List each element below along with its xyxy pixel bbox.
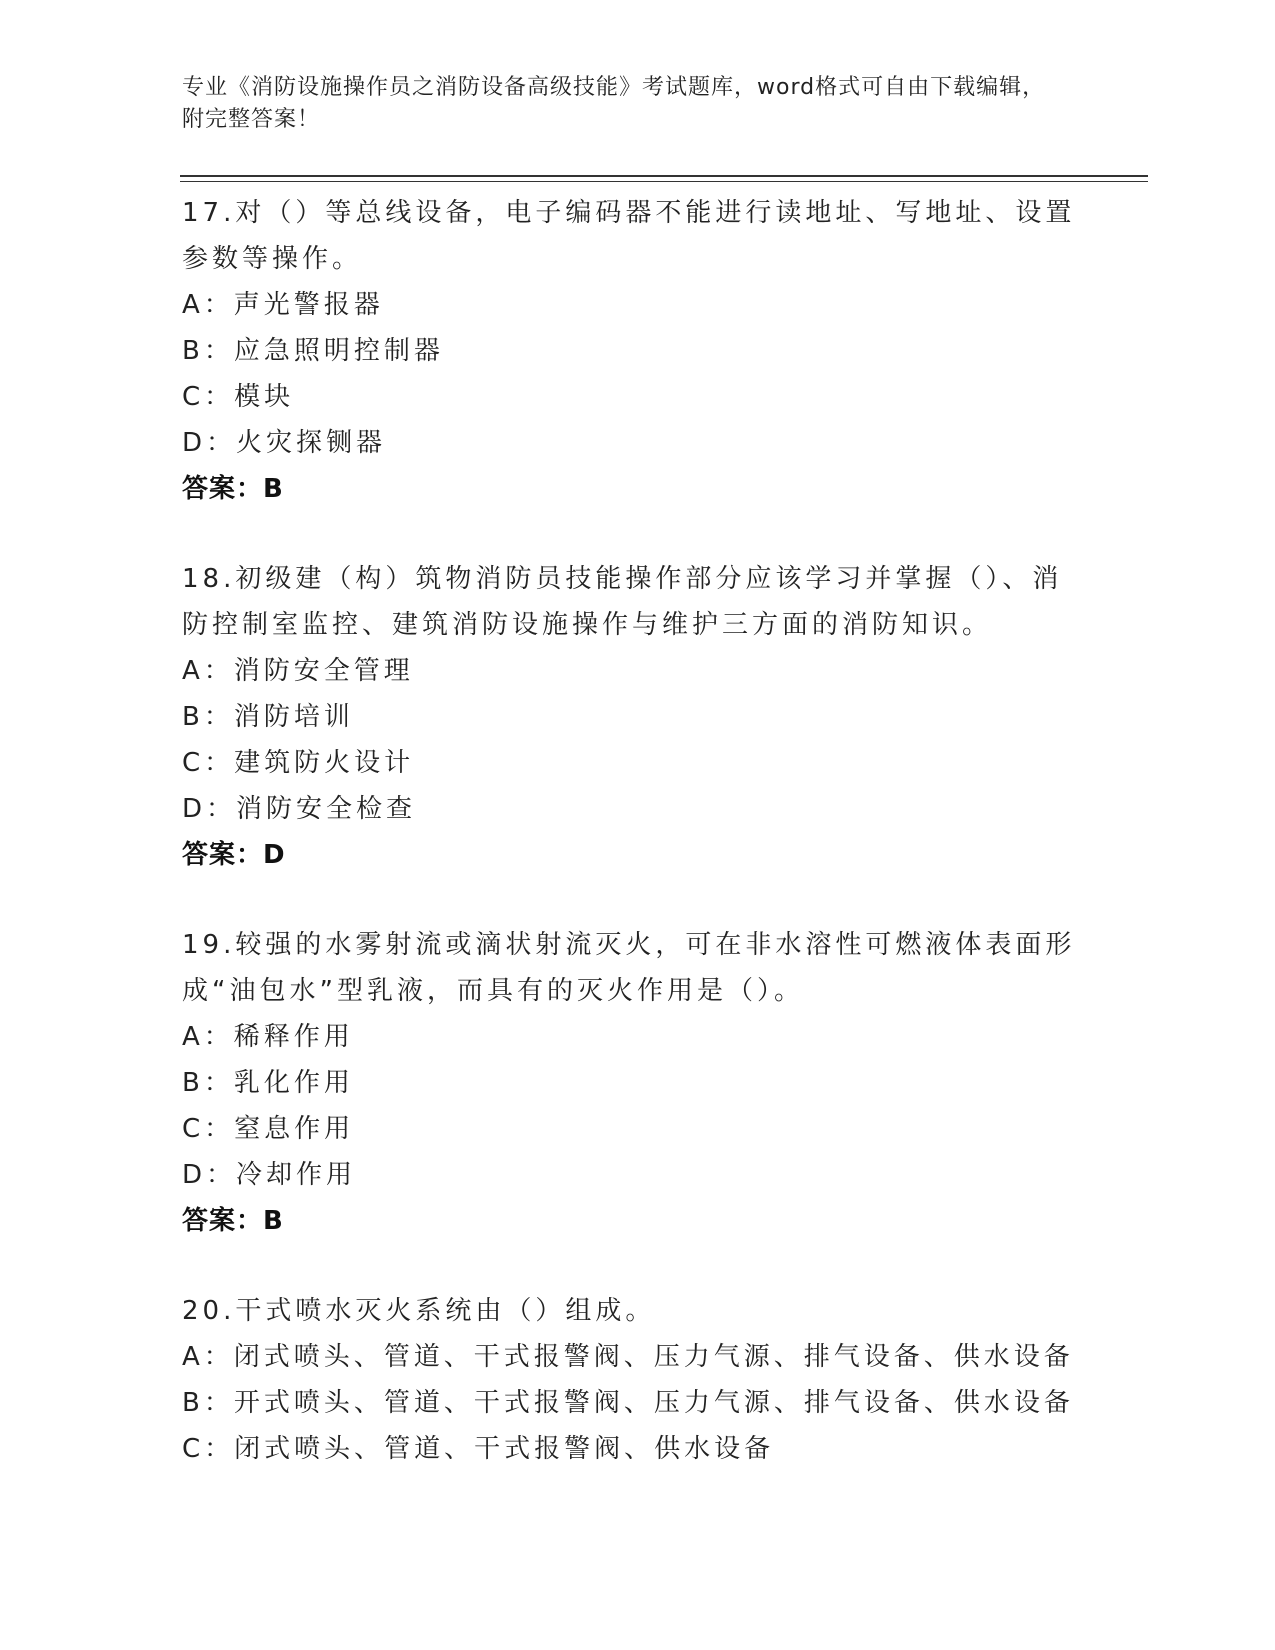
header-divider-thick [180, 175, 1148, 177]
option-d: D：火灾探铡器 [182, 428, 387, 458]
option-a: A：稀释作用 [182, 1022, 354, 1052]
option-a: A：声光警报器 [182, 290, 384, 320]
option-b: B：开式喷头、管道、干式报警阀、压力气源、排气设备、供水设备 [182, 1388, 1074, 1418]
document-intro: 专业《消防设施操作员之消防设备高级技能》考试题库，word格式可自由下载编辑，附完整答案！ [182, 75, 1046, 132]
header-divider-thin [180, 181, 1148, 182]
option-b: B：应急照明控制器 [182, 336, 444, 366]
answer-value: B [263, 474, 284, 504]
question-17 [182, 190, 1082, 512]
answer-value: B [263, 1206, 284, 1236]
option-a: A：消防安全管理 [182, 656, 414, 686]
question-19 [182, 922, 1082, 1244]
option-a: A：闭式喷头、管道、干式报警阀、压力气源、排气设备、供水设备 [182, 1342, 1074, 1372]
answer-label: 答案： [182, 1206, 264, 1236]
question-stem: 20.干式喷水灭火系统由（）组成。 [182, 1296, 656, 1326]
question-stem: 18.初级建（构）筑物消防员技能操作部分应该学习并掌握（）、消防控制室监控、建筑消防设施操作与维护三方面的消防知识。 [182, 564, 1063, 640]
answer-line [182, 466, 1082, 512]
question-stem: 19.较强的水雾射流或滴状射流灭火，可在非水溶性可燃液体表面形成“油包水”型乳液，而具有的灭火作用是（）。 [182, 930, 1076, 1006]
question-list [182, 190, 1082, 1516]
option-b: B：乳化作用 [182, 1068, 354, 1098]
option-b: B：消防培训 [182, 702, 354, 732]
option-c: C：模块 [182, 382, 295, 412]
question-20 [182, 1288, 1082, 1472]
question-stem: 17.对（）等总线设备，电子编码器不能进行读地址、写地址、设置参数等操作。 [182, 198, 1076, 274]
option-c: C：建筑防火设计 [182, 748, 415, 778]
option-d: D：消防安全检查 [182, 794, 417, 824]
answer-line [182, 1198, 1082, 1244]
answer-value: D [263, 840, 286, 870]
option-d: D：冷却作用 [182, 1160, 357, 1190]
option-c: C：闭式喷头、管道、干式报警阀、供水设备 [182, 1434, 775, 1464]
answer-label: 答案： [182, 474, 264, 504]
option-c: C：窒息作用 [182, 1114, 355, 1144]
question-18 [182, 556, 1082, 878]
answer-label: 答案： [182, 840, 264, 870]
answer-line [182, 832, 1082, 878]
